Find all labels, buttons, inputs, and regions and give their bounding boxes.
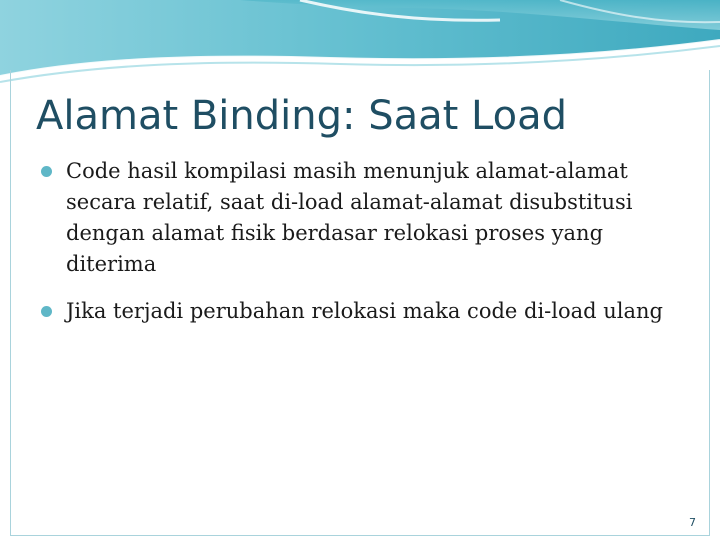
bullet-text: Code hasil kompilasi masih menunjuk alamat-alamat secara relatif, saat di-load alamat-alamat disubstitusi dengan alamat fisik berdasar relokasi proses yang diterima <box>66 159 633 276</box>
page-number: 7 <box>689 516 696 529</box>
bullet-dot-icon <box>41 166 52 177</box>
bullet-dot-icon <box>41 306 52 317</box>
bullet-list <box>40 156 690 343</box>
slide-title: Alamat Binding: Saat Load <box>36 93 567 139</box>
bullet-item <box>40 296 690 327</box>
bullet-item <box>40 156 690 280</box>
bullet-text: Jika terjadi perubahan relokasi maka code di-load ulang <box>66 299 663 323</box>
